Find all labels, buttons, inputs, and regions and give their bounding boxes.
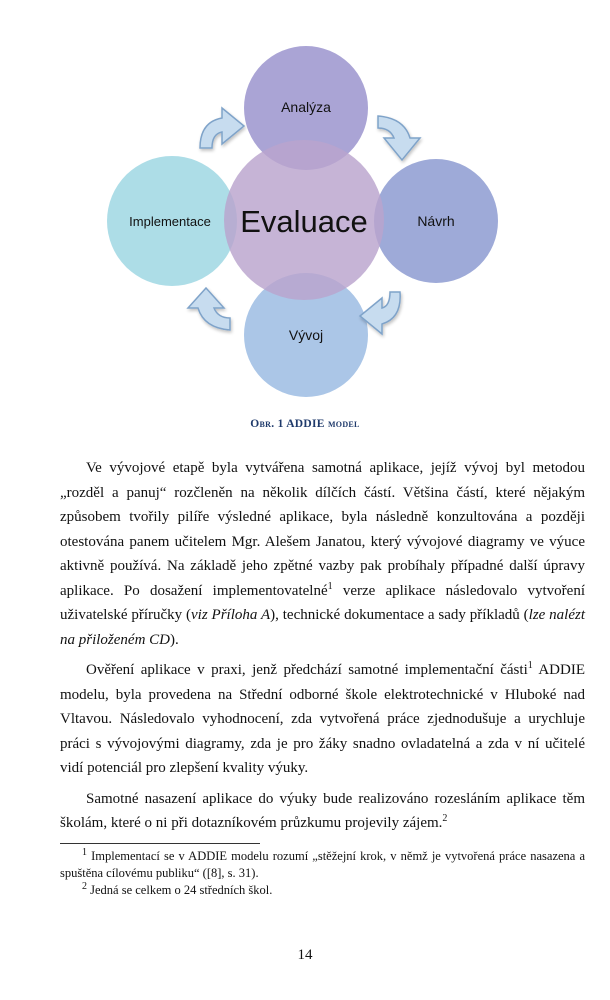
figure-caption	[0, 418, 610, 430]
p1-italic-2: lze nalézt na přiloženém CD	[60, 607, 586, 648]
footnote-2-num: 2	[82, 880, 87, 892]
caption-title: ADDIE	[286, 418, 325, 430]
arrow-analyza-to-navrh-icon	[378, 116, 420, 160]
page-number: 14	[297, 947, 313, 963]
footnote-2-text: Jedná se celkem o 24 středních škol.	[90, 883, 273, 897]
footnote-ref-1b: 1	[527, 660, 533, 671]
footnote-ref-1: 1	[327, 580, 333, 592]
paragraph-2	[60, 658, 585, 781]
arrow-implementace-to-analyza-icon	[200, 108, 244, 148]
node-label-analyza: Analýza	[281, 99, 331, 115]
footnote-1-text: Implementací se v ADDIE modelu rozumí „stěžejní krok, v němž je vytvořená práce nasazena a spuštěna cílovému publiku“ ([8], s. 31).	[60, 849, 585, 880]
p1-italic-1: viz Příloha A	[191, 607, 271, 623]
addie-diagram	[0, 0, 610, 410]
paragraph-3	[60, 787, 585, 836]
node-label-navrh: Návrh	[417, 213, 455, 229]
footnotes	[60, 848, 585, 899]
p2-text-1: Ověření aplikace v praxi, jenž předchází samotné implementační části	[86, 662, 528, 678]
node-label-evaluace: Evaluace	[240, 204, 368, 239]
caption-prefix: Obr. 1	[250, 418, 284, 430]
node-label-vyvoj: Vývoj	[288, 327, 324, 343]
p1-text-1: Ve vývojové etapě byla vytvářena samotná aplikace, jejíž vývoj byl metodou „rozděl a panuj“ rozčleněn na několik dílčích částí. Většina částí, které nějakým způsobem tvořily pilíře výsledné aplikace, byla následně konzultována a později otestována panem učitelem Mgr. Alešem Janatou, který vývojové diagramy ve výuce aktivně používá. Na základě jeho zpětné vazby pak probíhaly případné další úpravy aplikace. Po dosažení implementovatelné	[60, 460, 585, 599]
p1-text-3: ), technické dokumentace a sady příkladů (	[270, 607, 529, 623]
p2-text-2: ADDIE modelu, byla provedena na Střední odborné škole elektrotechnické v Hluboké nad Vltavou. Následovalo vyhodnocení, zda vytvořená práce zjednodušuje a urychluje práci s vývojovými diagramy, zda je pro žáky snadno ovladatelná a zda v ní učitelé vidí potenciál pro zlepšení kvality výuky.	[60, 662, 585, 776]
caption-suffix: model	[327, 418, 360, 430]
footnote-1-num: 1	[82, 846, 87, 858]
node-label-implementace: Implementace	[129, 214, 211, 229]
footnote-2	[60, 882, 585, 899]
p1-text-2: verze aplikace následovalo vytvoření uživatelské příručky (	[60, 582, 585, 623]
p3-text-1: Samotné nasazení aplikace do výuky bude realizováno rozesláním aplikace těm školám, které o ni při dotazníkovém průzkumu projevily zájem.	[60, 790, 585, 831]
body-text	[60, 456, 585, 842]
footnote-ref-2: 2	[442, 813, 448, 824]
footnote-1	[60, 848, 585, 882]
paragraph-1	[60, 456, 585, 652]
arrow-vyvoj-to-implementace-icon	[188, 288, 230, 330]
p1-text-4: ).	[170, 631, 179, 648]
footnote-separator	[60, 843, 260, 844]
